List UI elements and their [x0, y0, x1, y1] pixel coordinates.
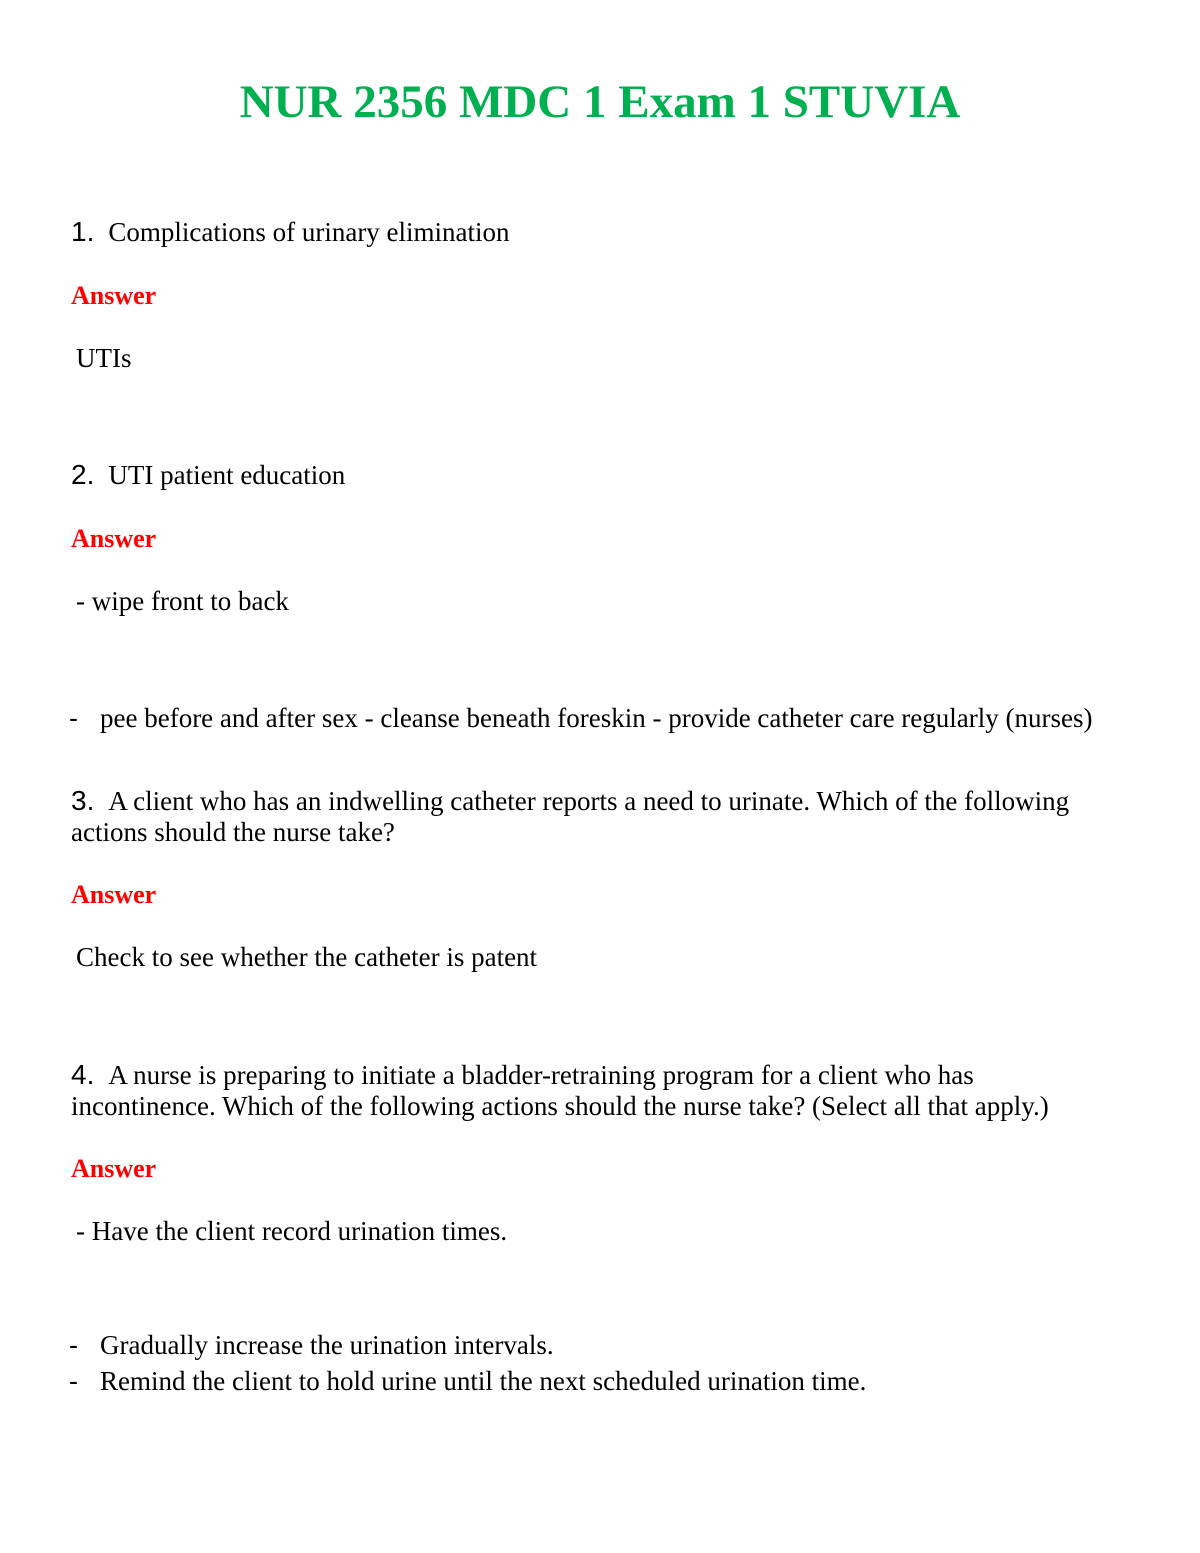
question-3 — [71, 785, 1101, 848]
question-number: 3. — [71, 785, 95, 816]
dash-bullet-icon: - — [69, 703, 78, 733]
question-2 — [71, 459, 345, 491]
answer-bullet — [69, 703, 1092, 734]
answer-label: Answer — [71, 281, 157, 310]
dash-bullet-icon: - — [69, 1330, 78, 1360]
answer-label: Answer — [71, 880, 157, 909]
question-text: A nurse is preparing to initiate a bladder-retraining program for a client who has incontinence. Which of the following actions should the nurse take? (Select all that apply.) — [71, 1060, 1049, 1121]
answer-label: Answer — [71, 524, 157, 553]
answer-text: - wipe front to back — [76, 586, 289, 616]
question-text: UTI patient education — [108, 460, 346, 490]
question-number: 1. — [71, 216, 95, 247]
answer-bullet — [69, 1366, 866, 1397]
bullet-text: pee before and after sex - cleanse beneath foreskin - provide catheter care regularly (nurses) — [100, 703, 1093, 733]
question-1 — [71, 216, 510, 248]
question-number: 2. — [71, 459, 95, 490]
question-text: Complications of urinary elimination — [108, 217, 510, 247]
question-4 — [71, 1059, 1101, 1122]
answer-text: Check to see whether the catheter is patent — [76, 942, 538, 972]
answer-text: - Have the client record urination times. — [76, 1216, 508, 1246]
dash-bullet-icon: - — [69, 1366, 78, 1396]
question-number: 4. — [71, 1059, 95, 1090]
answer-label: Answer — [71, 1154, 157, 1183]
answer-bullet — [69, 1330, 554, 1361]
bullet-text: Gradually increase the urination intervals. — [100, 1330, 554, 1360]
answer-text: UTIs — [76, 343, 132, 373]
document-title: NUR 2356 MDC 1 Exam 1 STUVIA — [239, 76, 961, 128]
bullet-text: Remind the client to hold urine until the next scheduled urination time. — [100, 1366, 867, 1396]
question-text: A client who has an indwelling catheter reports a need to urinate. Which of the following actions should the nurse take? — [71, 786, 1070, 847]
